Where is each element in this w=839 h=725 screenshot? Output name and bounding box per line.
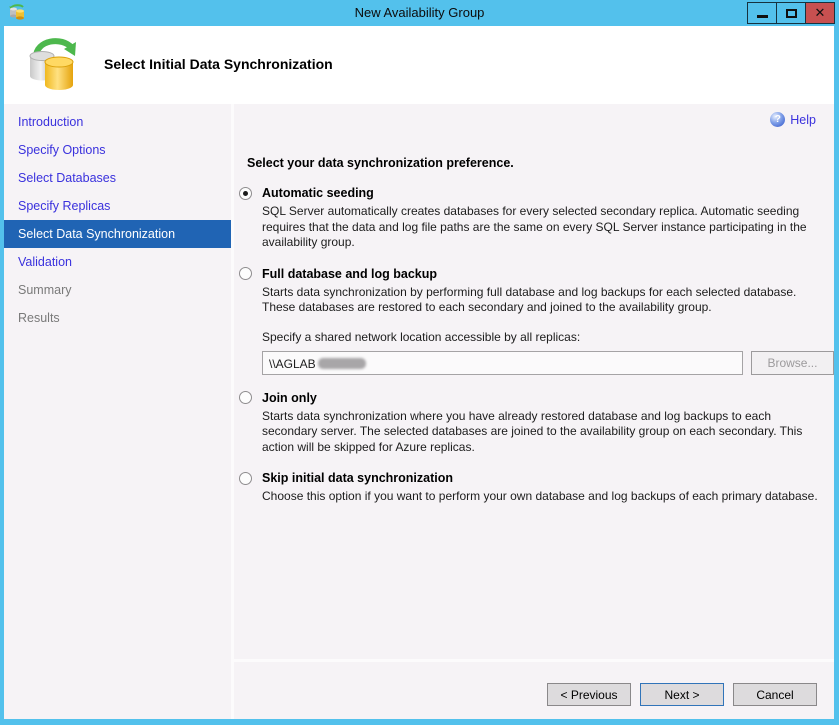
maximize-button[interactable] bbox=[776, 2, 806, 24]
window-title: New Availability Group bbox=[354, 5, 485, 20]
share-location-label: Specify a shared network location accessible by all replicas: bbox=[262, 329, 581, 344]
help-link[interactable] bbox=[770, 112, 816, 127]
share-location-row bbox=[262, 351, 834, 375]
radio-skip-sync[interactable] bbox=[239, 472, 252, 485]
option-description: Starts data synchronization by performing full database and log backups for each selected database. These databases are restored to each secondary and joined to the availability group. bbox=[262, 284, 797, 314]
close-button[interactable] bbox=[805, 2, 835, 24]
wizard-dialog bbox=[4, 26, 834, 719]
close-icon: ✕ bbox=[814, 5, 826, 21]
wizard-steps-sidebar bbox=[4, 104, 231, 719]
sidebar-item-specify-options[interactable]: Specify Options bbox=[18, 143, 106, 157]
sidebar-item-summary: Summary bbox=[18, 283, 72, 297]
main-content bbox=[234, 104, 834, 659]
option-label: Full database and log backup bbox=[262, 266, 438, 281]
sync-preference-prompt: Select your data synchronization preference. bbox=[247, 156, 514, 170]
option-label: Skip initial data synchronization bbox=[262, 471, 454, 485]
radio-row-join-only[interactable] bbox=[239, 391, 834, 405]
option-full-backup bbox=[234, 267, 834, 375]
database-sync-icon bbox=[28, 34, 80, 99]
cancel-button[interactable]: Cancel bbox=[733, 683, 817, 706]
page-title: Select Initial Data Synchronization bbox=[104, 56, 333, 72]
wizard-header bbox=[4, 26, 834, 104]
titlebar[interactable] bbox=[0, 0, 839, 26]
sidebar-item-select-data-synchronization[interactable]: Select Data Synchronization bbox=[4, 220, 231, 248]
minimize-icon bbox=[757, 15, 768, 18]
sidebar-item-specify-replicas[interactable]: Specify Replicas bbox=[18, 199, 111, 213]
option-automatic-seeding bbox=[234, 186, 834, 251]
sidebar-item-results: Results bbox=[18, 311, 60, 325]
next-button[interactable]: Next > bbox=[640, 683, 724, 706]
option-join-only bbox=[234, 391, 834, 456]
radio-row-full-backup[interactable] bbox=[239, 267, 834, 281]
network-location-input[interactable] bbox=[262, 351, 743, 375]
radio-row-automatic-seeding[interactable] bbox=[239, 186, 834, 200]
option-description: SQL Server automatically creates databases for every selected secondary replica. Automatic seeding requires that the data and log file paths are the same on every SQL Server instance participating in the availability group. bbox=[262, 204, 807, 249]
sidebar-item-select-databases[interactable]: Select Databases bbox=[18, 171, 116, 185]
network-location-value: \\AGLAB bbox=[269, 356, 316, 371]
option-label: Join only bbox=[262, 390, 317, 405]
sidebar-item-validation[interactable]: Validation bbox=[18, 255, 72, 269]
option-description: Choose this option if you want to perform your own database and log backups of each primary database. bbox=[262, 489, 818, 503]
radio-automatic-seeding[interactable] bbox=[239, 187, 252, 200]
option-label: Automatic seeding bbox=[262, 186, 374, 200]
help-label: Help bbox=[790, 112, 816, 127]
maximize-icon bbox=[786, 9, 797, 18]
radio-join-only[interactable] bbox=[239, 391, 252, 404]
previous-button[interactable]: < Previous bbox=[547, 683, 631, 706]
option-description: Starts data synchronization where you have already restored database and log backups to each secondary server. The selected databases are joined to the availability group on each secondary. This action will be skipped for Azure replicas. bbox=[262, 408, 803, 454]
radio-row-skip-sync[interactable] bbox=[239, 471, 834, 485]
browse-button: Browse... bbox=[751, 351, 834, 375]
window-controls bbox=[748, 2, 835, 24]
option-skip-sync bbox=[234, 471, 834, 505]
help-question-icon: ? bbox=[770, 112, 785, 127]
footer bbox=[234, 662, 834, 719]
minimize-button[interactable] bbox=[747, 2, 777, 24]
radio-full-backup[interactable] bbox=[239, 267, 252, 280]
redacted-text bbox=[318, 358, 366, 369]
sidebar-item-introduction[interactable]: Introduction bbox=[18, 115, 84, 129]
